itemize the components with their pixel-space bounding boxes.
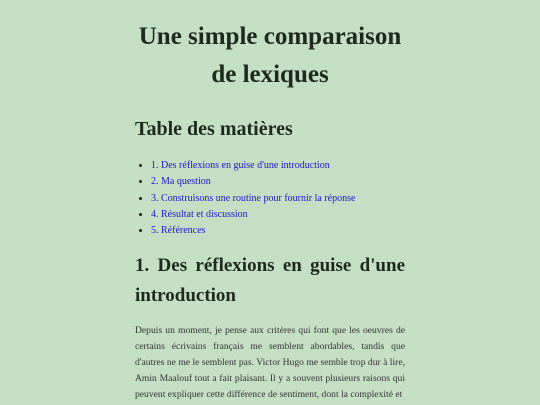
toc-item: [151, 223, 405, 239]
toc-item: [151, 207, 405, 223]
section-paragraph: Depuis un moment, je pense aux critères qui font que les oeuvres de certains écrivains français me semblent abordables, tandis que d'autres ne me le semblent pas. Victor Hugo me semble trop dur à lire, Amin Maalouf tout a fait plaisant. Il y a souvent plusieurs raisons qui peuvent expliquer cette différence de sentiment, dont la complexité et: [135, 325, 405, 401]
toc-link-results[interactable]: 4. Résultat et discussion: [151, 208, 248, 220]
toc-list: [135, 158, 405, 239]
toc-item: [151, 158, 405, 174]
toc-link-references[interactable]: 5. Références: [151, 225, 206, 237]
document-page: [135, 0, 405, 403]
toc-link-question[interactable]: 2. Ma question: [151, 176, 211, 188]
page-title: Une simple comparaison de lexiques: [138, 23, 402, 88]
toc-link-introduction[interactable]: 1. Des réflexions en guise d'une introduction: [151, 160, 330, 171]
toc-item: [151, 174, 405, 190]
section-heading: 1. Des réflexions en guise d'une introduction: [135, 255, 405, 307]
toc-heading: Table des matières: [135, 118, 293, 140]
toc-item: [151, 191, 405, 207]
toc-link-routine[interactable]: 3. Construisons une routine pour fournir la réponse: [151, 192, 356, 204]
